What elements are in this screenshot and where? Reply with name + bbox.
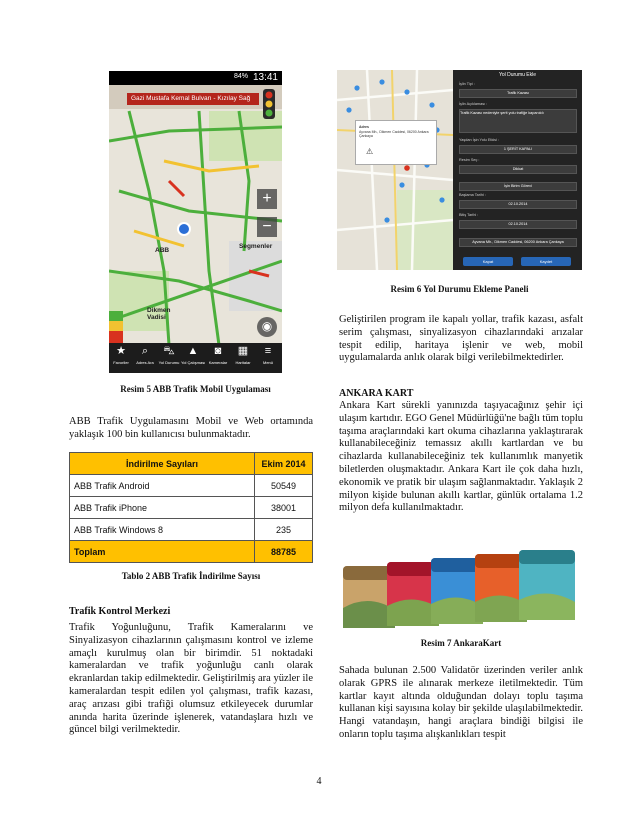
- table-cell: Toplam: [70, 541, 255, 563]
- intro-paragraph: ABB Trafik Uygulamasını Mobil ve Web ortamında yaklaşık 100 bin kullanıcısı bulunmaktadır.: [69, 416, 313, 440]
- table-row: [70, 497, 313, 519]
- card: [519, 550, 575, 620]
- paragraph-program: Geliştirilen program ile kapalı yollar, trafik kazası, asfalt serim çalışması, sinyalizasyon cihazlarındaki arızalar tespit edilip, haritaya işlenir ve web, mobil uygulamalarda anlık olarak bilgi verilebilmektedirler.: [339, 314, 583, 364]
- start-date-field[interactable]: 02.10.2014: [459, 200, 577, 209]
- table-cell: 38001: [255, 497, 313, 519]
- popup-text: Ayvana Mh., Dikmen Caddesi, 06200 Ankara Çankaya: [359, 130, 429, 138]
- table-cell: ABB Trafik Android: [70, 475, 255, 497]
- nav-favorites[interactable]: ★ Favoriler: [109, 343, 133, 373]
- table-total-row: [70, 541, 313, 563]
- popup-title: Adres: [359, 125, 369, 129]
- caption-cards: Resim 7 AnkaraKart: [420, 638, 502, 648]
- menu-icon: ≡: [264, 345, 272, 357]
- nav-menu[interactable]: ≡ Menü: [256, 343, 280, 373]
- warning-icon: ⚠: [366, 147, 374, 156]
- nav-road-work[interactable]: ▲ Yol Çalışması: [181, 345, 206, 365]
- map-icon: ▦: [237, 345, 249, 357]
- map-label: Segmenler: [239, 243, 273, 250]
- address-popup: [355, 120, 437, 165]
- paragraph-validators: Sahada bulunan 2.500 Validatör üzerinden veriler anlık olarak GPRS ile alınarak merkeze iletilmektedir. Tüm kartlar kayıt altında olduğundan dolayı toplu taşıma kullanan kişi sayısına kolay bir şekilde ulaşılabilmektedir. Hangi vatandaşın, hangi araçlara bindiği bilgisi ile onların toplu taşıma alışkanlıkları tespit: [339, 665, 583, 740]
- description-textarea[interactable]: Trafik Kazası nedeniyle şerit yolu trafiğe kapanıldı: [459, 109, 577, 133]
- lane-effect-select[interactable]: 1 ŞERİT KAPALI: [459, 145, 577, 154]
- road-status-panel-screenshot: [337, 70, 582, 270]
- map-label: Dikmen Vadisi: [147, 307, 171, 321]
- table-header: İndirilme Sayıları: [70, 453, 255, 475]
- section-heading-ankara-kart: ANKARA KART: [339, 388, 414, 399]
- star-icon: ★: [116, 345, 126, 357]
- work-type-select[interactable]: Trafik Kazası: [459, 89, 577, 98]
- field-label: İşlin Açıklaması :: [459, 102, 488, 106]
- unit-field[interactable]: İşin Birim Görevi: [459, 182, 577, 191]
- save-button[interactable]: Kaydet: [521, 257, 571, 266]
- camera-icon: ◙: [214, 345, 222, 357]
- traffic-light-icon[interactable]: [259, 89, 279, 119]
- downloads-table: [69, 452, 313, 563]
- image-select[interactable]: Dikkat: [459, 165, 577, 174]
- page-number: 4: [316, 776, 322, 787]
- status-time: 13:41: [252, 72, 278, 83]
- table-header-row: [70, 453, 313, 475]
- field-label: İşlin Tipi :: [459, 82, 475, 86]
- table-cell: ABB Trafik iPhone: [70, 497, 255, 519]
- map-label: ABB: [155, 247, 170, 254]
- caption-panel: Resim 6 Yol Durumu Ekleme Paneli: [390, 284, 529, 294]
- nav-maps[interactable]: ▦ Haritalar: [231, 343, 255, 373]
- address-label: Gazi Mustafa Kemal Bulvarı - Kızılay Sağ: [127, 93, 259, 105]
- cone-icon: ▲: [187, 345, 199, 357]
- nav-cameras[interactable]: ◙ Kameralar: [206, 343, 230, 373]
- ankara-kart-cards-image: [339, 548, 583, 631]
- zoom-out-button[interactable]: −: [257, 217, 277, 237]
- close-button[interactable]: Kapat: [463, 257, 513, 266]
- panel-title: Yol Durumu Ekle: [498, 72, 537, 78]
- table-row: [70, 519, 313, 541]
- car-icon: ⛍: [163, 345, 175, 357]
- trafik-mobile-screenshot: [109, 71, 282, 373]
- table-cell: ABB Trafik Windows 8: [70, 519, 255, 541]
- zoom-in-button[interactable]: +: [257, 189, 277, 209]
- caption-phone: Resim 5 ABB Trafik Mobil Uygulaması: [120, 384, 271, 394]
- section-paragraph: Trafik Yoğunluğunu, Trafik Kameralarını ve Sinyalizasyon cihazlarının çalışmasını kontrol ve izleme amaçlı kurulmuş olan bir birimdir. 51 noktadaki kameralardan ve trafik yoğunluğu canlı olarak ekranlardan takip edilmektedir. Geliştirilmiş ara yüzler ile kameralardan tespit edilen yol çalışması, trafik kazası, araç arızası gibi trafiği olumsuz etkileyecek durumlar anında harita üzerinde işlenerek, vatandaşlara hızlı ve güncel bilgi verilmektedir.: [69, 622, 313, 736]
- paragraph-ankara-kart: Ankara Kart sürekli yanınızda taşıyacağınız şehir içi ulaşım kartıdır. EGO Genel Müdürlüğü'ne bağlı tüm toplu taşıma araçlarındaki kart okuma cihazlarına yaklaştırarak kullanabileceğiniz temassız akıllı kartlardan ve bu cihazlarda kullanabileceğiniz tek kullanımlık manyetik biletlerden oluşmaktadır. Ankara Kart ile çok daha hızlı, ekonomik ve pratik bir ulaşım sağlanmaktadır. Yaklaşık 2 milyon kişide bulunan akıllı kartlar, günlük ortalama 1.2 milyon defa kullanılmaktadır.: [339, 400, 583, 514]
- field-label: Bitiş Tarihi :: [459, 213, 479, 217]
- status-bar: [109, 71, 282, 85]
- nav-road-status[interactable]: ⛍ Yol Durumu: [158, 345, 180, 365]
- caption-table: Tablo 2 ABB Trafik İndirilme Sayısı: [121, 571, 261, 581]
- address-field[interactable]: Ayvana Mh., Dikmen Caddesi, 06200 Ankara Çankaya: [459, 238, 577, 247]
- section-heading: Trafik Kontrol Merkezi: [69, 606, 171, 617]
- panel-map: [337, 70, 453, 270]
- field-label: Yaşdan İşin Yolu Etkisi :: [459, 138, 500, 142]
- nav-address-search[interactable]: ⌕ Adres Ara: [133, 343, 157, 373]
- table-header: Ekim 2014: [255, 453, 313, 475]
- table-cell: 50549: [255, 475, 313, 497]
- road-status-form: [453, 70, 582, 270]
- table-cell: 88785: [255, 541, 313, 563]
- search-icon: ⌕: [141, 345, 149, 357]
- field-label: Başlama Tarihi :: [459, 193, 486, 197]
- end-date-field[interactable]: 02.10.2014: [459, 220, 577, 229]
- table-row: [70, 475, 313, 497]
- table-cell: 235: [255, 519, 313, 541]
- location-button[interactable]: ◉: [257, 317, 277, 337]
- field-label: Resim Seç :: [459, 158, 480, 162]
- battery-indicator: 84%: [233, 73, 248, 80]
- bottom-navigation: [109, 343, 282, 373]
